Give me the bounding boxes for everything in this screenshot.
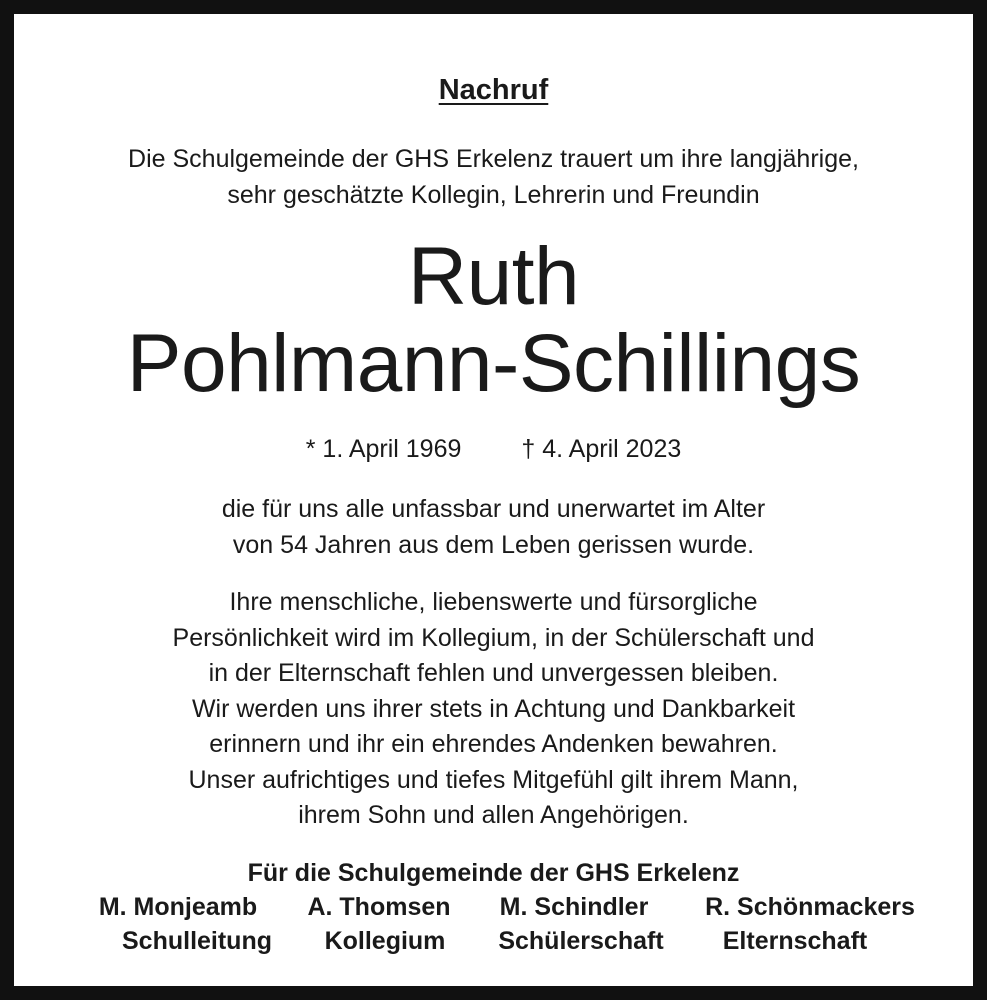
paragraph-circumstances <box>14 492 973 563</box>
signatory-name: M. Schindler <box>499 893 649 921</box>
paragraph-line: Persönlichkeit wird im Kollegium, in der Schülerschaft und <box>172 623 815 652</box>
notice-heading: Nachruf <box>438 74 549 106</box>
signatory-name: M. Monjeamb <box>98 893 258 921</box>
signatory-role: Schulleitung <box>122 927 272 955</box>
signatory-name: A. Thomsen <box>307 893 451 921</box>
signature-names <box>28 890 959 924</box>
intro-text <box>14 141 973 213</box>
paragraph-line: in der Elternschaft fehlen und unvergessen bleiben. <box>208 659 779 687</box>
signature-title: Für die Schulgemeinde der GHS Erkelenz <box>247 859 740 887</box>
deceased-last-name: Pohlmann-Schillings <box>126 318 861 409</box>
signatory-role: Elternschaft <box>722 927 868 955</box>
paragraph-tribute <box>14 585 973 834</box>
signatory-role: Schülerschaft <box>498 927 664 955</box>
paragraph-line: Wir werden uns ihrer stets in Achtung und Dankbarkeit <box>191 694 796 723</box>
signatory-name: R. Schönmackers <box>705 893 915 921</box>
paragraph-line: die für uns alle unfassbar und unerwartet im Alter <box>221 495 766 523</box>
intro-line: sehr geschätzte Kollegin, Lehrerin und Freundin <box>227 181 760 209</box>
intro-line: Die Schulgemeinde der GHS Erkelenz trauert um ihre langjährige, <box>128 145 859 173</box>
paragraph-line: Ihre menschliche, liebenswerte und fürsorgliche <box>229 588 758 616</box>
paragraph-line: ihrem Sohn und allen Angehörigen. <box>298 801 689 829</box>
signatory-role: Kollegium <box>324 927 446 955</box>
signature-roles <box>28 924 959 958</box>
deceased-first-name: Ruth <box>407 231 580 322</box>
death-date: † 4. April 2023 <box>521 435 682 463</box>
birth-date: * 1. April 1969 <box>305 435 462 463</box>
paragraph-line: von 54 Jahren aus dem Leben gerissen wurde. <box>232 530 755 559</box>
life-dates <box>14 432 973 466</box>
paragraph-line: Unser aufrichtiges und tiefes Mitgefühl gilt ihrem Mann, <box>188 765 799 794</box>
paragraph-line: erinnern und ihr ein ehrendes Andenken bewahren. <box>209 730 778 758</box>
